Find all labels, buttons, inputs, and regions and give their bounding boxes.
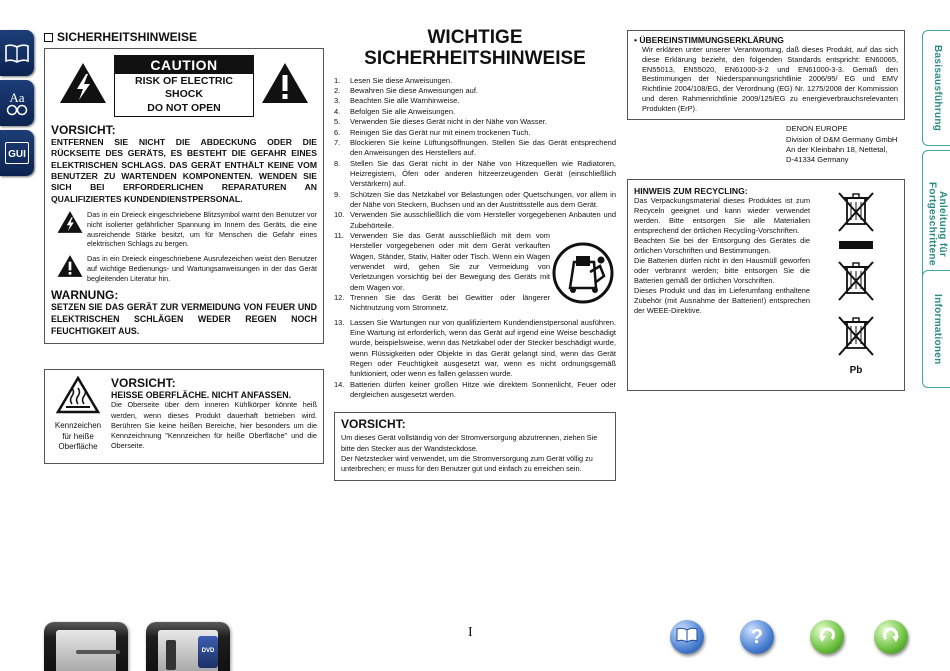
device-front-button[interactable]	[44, 622, 128, 671]
lightning-warning-icon	[59, 62, 107, 109]
instructions-list	[334, 76, 616, 401]
address-block: DENON EUROPE Division of D&M Germany GmbH An der Kleinbahn 18, Nettetal, D-41334 Germany	[786, 124, 898, 165]
safety-frame	[44, 48, 324, 344]
lightning-explanation: Das in ein Dreieck eingeschriebene Blitzsymbol warnt den Benutzer vor nicht isolierter gefährlicher Spannung im Innern des Geräts, die eine ausreichende Stärke besitzt, um für Menschen die Gefahr eines elektrischen Schlags zu bergen.	[51, 210, 317, 249]
tab-basisausfuehrung[interactable]: Basisausführung	[922, 30, 950, 146]
list-item: 2. Bewahren Sie diese Anweisungen auf.	[334, 86, 479, 96]
crossed-bin-icon	[836, 314, 876, 363]
forward-arrow-icon	[881, 625, 901, 650]
back-arrow-icon	[817, 625, 837, 650]
list-item: 14. Batterien dürfen keiner großen Hitze wie direktem Sonnenlicht, Feuer oder dergleichen ausgesetzt werden.	[334, 379, 616, 400]
forward-nav-button[interactable]	[874, 620, 908, 654]
declaration-column	[627, 30, 905, 391]
exclamation-warning-icon	[261, 62, 309, 109]
warnung-heading: WARNUNG:	[51, 288, 119, 303]
declaration-box: • ÜBEREINSTIMMUNGSERKLÄRUNG Wir erklären unter unserer Verantwortung, daß dieses Produkt, auf das sich diese Erklärung bezieht, den folgenden Standards entspricht: EN60065, EN55013, EN55020, EN61000-3-2 und EN61000-3-3. Gemäß den Bestimmungen der Niederspannungsrichtlinie 2006/95/ EG und EMV Richtlinie 2004/108/EG, der Verordnung (EG) Nr. 1275/2008 der Kommission und deren Rahmenrichtlinie 2009/125/EG zu energieverbrauchsrelevanten Produkten (ErP).	[627, 30, 905, 120]
list-item: 5. Verwenden Sie dieses Gerät nicht in der Nähe von Wasser.	[334, 117, 547, 127]
left-icon-rail	[0, 30, 36, 180]
list-item: 8. Stellen Sie das Gerät nicht in der Nähe von Hitzequellen wie Radiatoren, Heizregistern, Öfen oder anderen hitzeerzeugenden Gerät (einschließlich Verstärkern) auf.	[334, 158, 616, 189]
tab-informationen[interactable]: Informationen	[922, 270, 950, 388]
contents-nav-button[interactable]	[670, 620, 704, 654]
recycling-text: HINWEIS ZUM RECYCLING: Das Verpackungsmaterial dieses Produktes ist zum Recyceln geeignet und kann wieder verwendet werden. Bitte entsorgen Sie alle Materialien entsprechend der örtlichen Recycling-Vorschriften. Beachten Sie bei der Entsorgung des Gerätes die örtlichen Vorschriften und Bestimmungen. Die Batterien dürfen nicht in den Hausmüll geworfen oder verbrannt werden; bitte entsorgen Sie die Batterien gemäß der örtlichen Vorschriften. Dieses Produkt und das im Lieferumfang enthaltene Zubehör (mit Ausnahme der Batterien!) entsprechen der WEEE-Direktive.	[634, 186, 810, 315]
checkbox-square-icon	[44, 33, 53, 42]
exclamation-explanation: Das in ein Dreieck eingeschriebene Ausrufezeichen weist den Benutzer auf wichtige Bedienungs- und Wartungsanweisungen in der das Gerät begleitenden Literatur hin.	[51, 254, 317, 283]
device-rear-button[interactable]	[146, 622, 230, 671]
warnung-text: SETZEN SIE DAS GERÄT ZUR VERMEIDUNG VON FEUER UND ELEKTRISCHEN SCHLÄGEN WEDER REGEN NOCH FEUCHTIGKEIT AUS.	[51, 302, 317, 336]
device-panel-icon	[158, 630, 218, 671]
font-settings-button[interactable]	[0, 80, 34, 126]
black-bar-icon	[839, 241, 873, 249]
safety-column	[44, 30, 324, 464]
instructions-title: WICHTIGE SICHERHEITSHINWEISE	[364, 27, 586, 69]
instructions-column	[334, 28, 616, 481]
page-number: I	[468, 625, 473, 640]
hot-surface-frame	[44, 369, 324, 463]
open-book-icon	[676, 627, 698, 648]
hot-surface-text: VORSICHT: HEISSE OBERFLÄCHE. NICHT ANFASSEN. Die Oberseite über dem inneren Kühlkörper könnte heiß werden, wenn dieses Produkt dauerhaft betrieben wird. Berühren Sie keine heißen Bereiche, hier besonders um die Kennzeichnung "Kennzeichen für heiße Oberfläche" und die Oberseite.	[111, 376, 317, 451]
vorsicht-text: ENTFERNEN SIE NICHT DIE ABDECKUNG ODER DIE RÜCKSEITE DES GERÄTS, ES BESTEHT DIE GEFAHR EINES ELEKTRISCHEN SCHLAGS. DAS GERÄT ENTHÄLT KEINE VOM BENUTZER ZU WARTENDEN KOMPONENTEN. WENDEN SIE SICH BEI ERFORDERLICHEN REPARATUREN AN QUALIFIZIERTES KUNDENDIENSTPERSONAL.	[51, 136, 317, 204]
hot-surface-icon	[56, 401, 100, 418]
disc-label: DVD	[198, 636, 218, 668]
gui-icon: GUI	[5, 142, 29, 164]
pb-label: Pb	[849, 365, 863, 377]
recycling-box	[627, 179, 905, 391]
cart-warning-icon	[552, 242, 614, 309]
contents-book-button[interactable]	[0, 30, 34, 76]
crossed-bin-icon	[836, 259, 876, 308]
list-item: 10. Verwenden Sie ausschließlich die vom Hersteller vorgegebenen Anbauten und Zubehörteile.	[334, 210, 616, 230]
list-item: 9. Schützen Sie das Netzkabel vor Belastungen oder Quetschungen, vor allem in der Nähe von Steckern, Buchsen und an der Austrittsstelle aus dem Gerät.	[334, 189, 616, 209]
list-item: 12. Trennen Sie das Gerät bei Gewitter oder längerer Nichtnutzung vom Stromnetz.	[334, 293, 550, 313]
recycling-symbols	[814, 186, 898, 384]
back-nav-button[interactable]	[810, 620, 844, 654]
book-icon	[4, 42, 30, 64]
list-item: 6. Reinigen Sie das Gerät nur mit einem trockenen Tuch.	[334, 127, 531, 137]
list-item: 1. Lesen Sie diese Anweisungen.	[334, 75, 453, 85]
caution-label: CAUTION RISK OF ELECTRIC SHOCK DO NOT OPEN	[114, 55, 254, 117]
vorsicht-heading: VORSICHT:	[51, 122, 116, 137]
help-nav-button[interactable]	[740, 620, 774, 654]
lightning-small-icon	[51, 210, 81, 239]
safety-heading: SICHERHEITSHINWEISE	[44, 30, 324, 44]
list-item: 13. Lassen Sie Wartungen nur von qualifiziertem Kundendienstpersonal ausführen. Eine Wartung ist erforderlich, wenn das Gerät auf irgend eine Weise beschädigt wurde, beispielsweise, wenn das Netzkabel oder der Stecker beschädigt wurde, wenn Flüssigkeiten oder Objekte in das Gerät gelangt sind, wenn das Gerät Regen oder Feuchtigkeit ausgesetzt war, wenn es nicht ordnungsgemäß funktioniert, oder wenn es fallen gelassen wurde.	[334, 317, 616, 379]
list-item: 4. Befolgen Sie alle Anweisungen.	[334, 106, 456, 116]
tab-anleitung-fortgeschrittene[interactable]: Anleitung für Fortgeschrittene	[922, 150, 950, 298]
crossed-bin-icon	[836, 190, 876, 239]
caution-row	[51, 55, 317, 117]
list-item: 11. Verwenden Sie das Gerät ausschließlich mit dem vom Hersteller vorgegebenen oder mit dem Gerät verkauften Wagen, Ständer, Stativ, Halter oder Tisch. Wenn ein Wagen verwendet wird, gehen Sie zur Vermeidung von Verletzungen vorsichtig bei der Bewegung des Geräts mit dem Wagen vor.	[334, 230, 550, 292]
vorsicht-box: VORSICHT: Um dieses Gerät vollständig von der Stromversorgung abzutrennen, ziehen Sie bitte den Stecker aus der Wandsteckdose. Der Netzstecker wird verwendet, um die Stromversorgung zum Gerät völlig zu unterbrechen; er muss für den Benutzer gut und einfach zu erreichen sein.	[334, 412, 616, 481]
list-item: 7. Blockieren Sie keine Lüftungsöffnungen. Stellen Sie das Gerät entsprechend den Anweisungen des Herstellers auf.	[334, 137, 616, 158]
gui-button[interactable]	[0, 130, 34, 176]
list-item: 3. Beachten Sie alle Warnhinweise.	[334, 96, 460, 106]
device-front-icon	[56, 630, 116, 671]
exclamation-small-icon	[51, 254, 81, 283]
question-mark-icon: ?	[750, 625, 764, 648]
font-icon: Aa	[6, 91, 28, 116]
hot-surface-symbol: Kennzeichen für heiße Oberfläche	[51, 376, 105, 452]
